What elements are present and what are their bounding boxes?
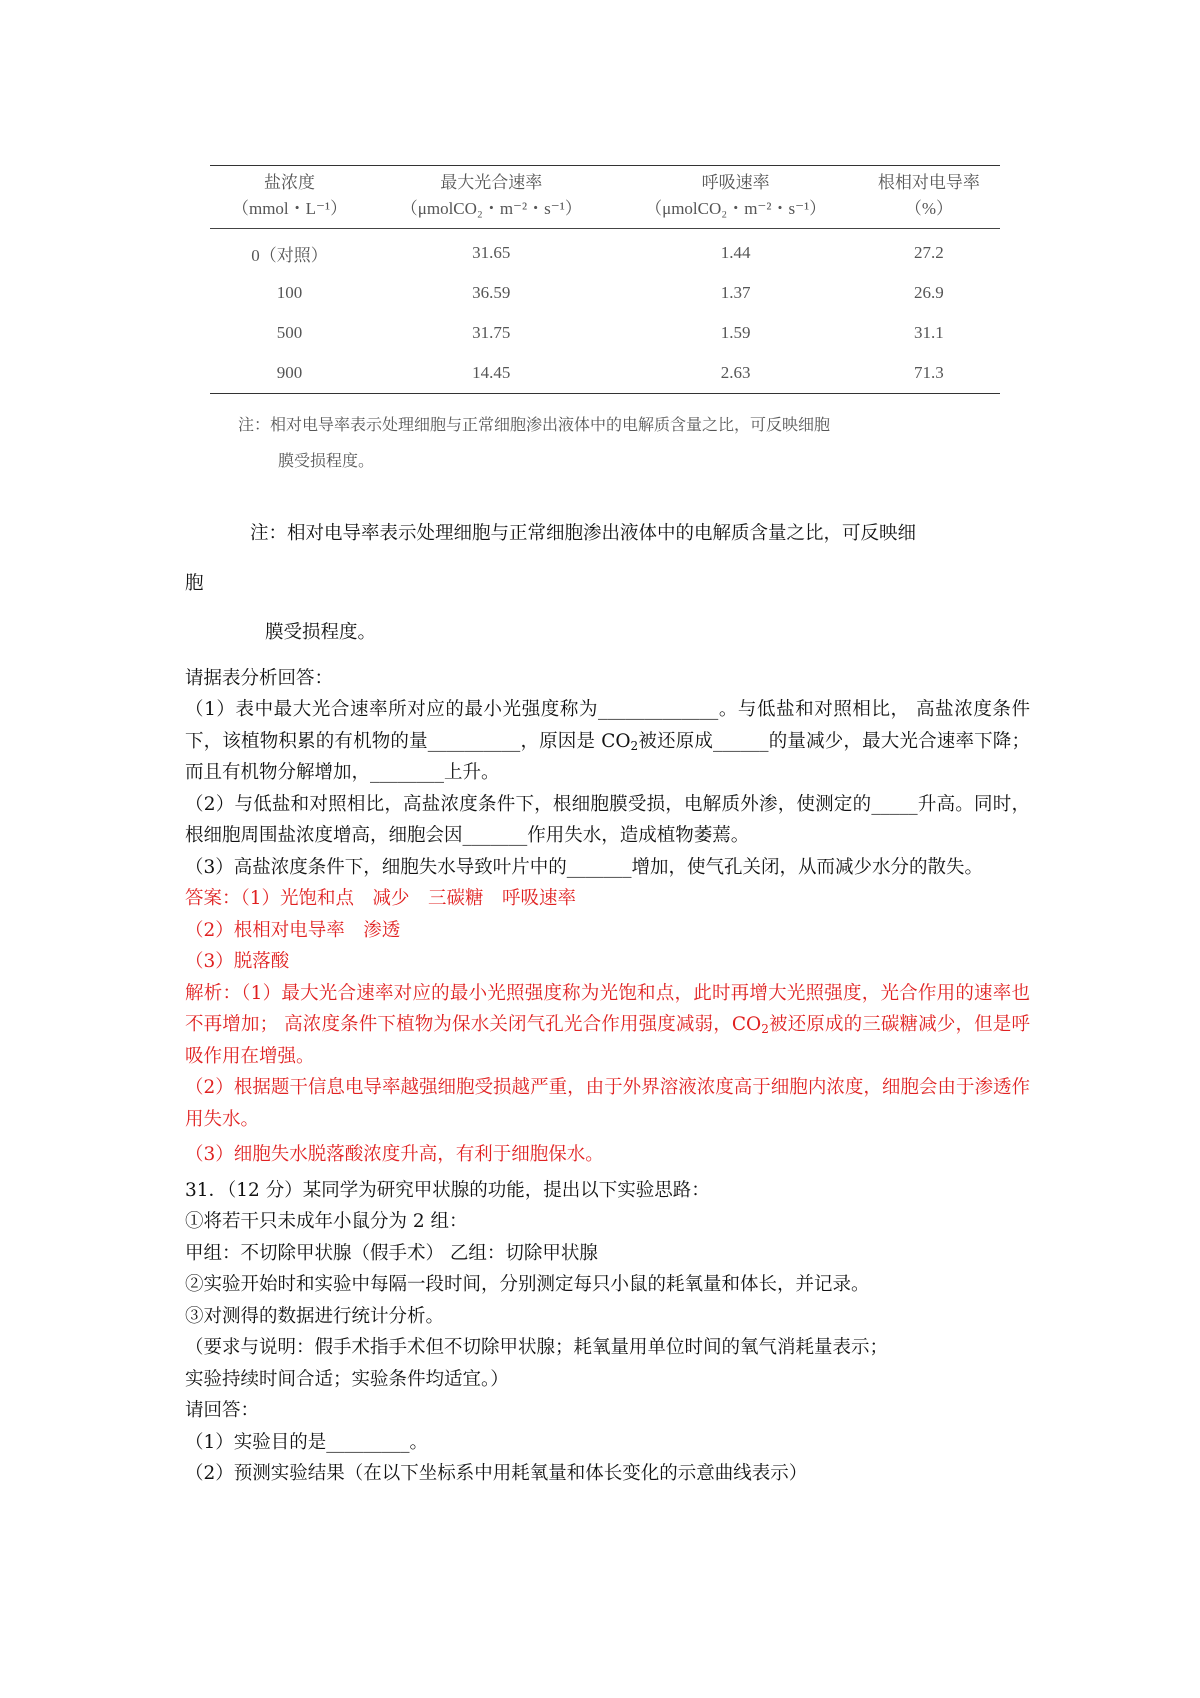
table-row <box>210 313 1000 353</box>
analysis-para2: （2）根据题干信息电导率越强细胞受损越严重，由于外界溶液浓度高于细胞内浓度，细胞会由于渗透作用失水。 <box>185 1077 1030 1130</box>
table-note <box>210 408 1000 480</box>
q31-sub2: （2）预测实验结果（在以下坐标系中用耗氧量和体长变化的示意曲线表示） <box>185 1463 808 1484</box>
table-cell: 31.65 <box>472 243 511 262</box>
table-note-line2: 膜受损程度。 <box>278 453 375 471</box>
table-cell: 900 <box>276 363 303 382</box>
note-block <box>185 518 1030 649</box>
document-body <box>185 518 1030 1490</box>
answer-line3: （3）脱落酸 <box>185 951 290 972</box>
table-cell: 14.45 <box>472 363 511 382</box>
table-figure <box>210 165 1000 480</box>
table-cell: 2.63 <box>720 363 751 382</box>
table-cell: 31.1 <box>914 323 944 342</box>
table-header-cell: 盐浓度 （mmol・L⁻¹） <box>210 166 369 229</box>
q31-step1: ①将若干只未成年小鼠分为 2 组： <box>185 1211 468 1232</box>
table-cell: 1.37 <box>720 283 751 302</box>
table-cell: 31.75 <box>472 323 511 342</box>
table-cell: 1.59 <box>720 323 751 342</box>
table-cell: 500 <box>276 323 303 342</box>
table-cell: 100 <box>276 283 303 302</box>
data-table <box>210 165 1000 394</box>
table-cell: 27.2 <box>914 243 944 262</box>
table-note-line1: 注：相对电导率表示处理细胞与正常细胞渗出液体中的电解质含量之比，可反映细胞 <box>238 417 831 435</box>
q31-sub1: （1）实验目的是_________。 <box>185 1431 429 1453</box>
table-row <box>210 353 1000 394</box>
analysis-para1: 解析：（1）最大光合速率对应的最小光照强度称为光饱和点，此时再增大光照强度，光合作用的速率也不再增加； 高浓度条件下植物为保水关闭气孔光合作用强度减弱，$CO_2$被还原成的三碳糖减少，但是呼吸作用在增强。 <box>185 982 1030 1067</box>
table-header-cell: 最大光合速率 （μmolCO₂・m⁻²・s⁻¹） <box>369 166 613 229</box>
table-cell: 71.3 <box>914 363 944 382</box>
answer-line1: 答案：（1）光饱和点 减少 三碳糖 呼吸速率 <box>185 888 577 909</box>
table-row <box>210 229 1000 274</box>
question-3: （3）高盐浓度条件下，细胞失水导致叶片中的_______增加，使气孔关闭，从而减少水分的散失。 <box>185 856 984 878</box>
analysis-para3: （3）细胞失水脱落酸浓度升高，有利于细胞保水。 <box>185 1144 604 1165</box>
q31-title: 31．（12 分）某同学为研究甲状腺的功能，提出以下实验思路： <box>185 1179 710 1201</box>
q31-step3: ③对测得的数据进行统计分析。 <box>185 1305 445 1327</box>
table-cell: 26.9 <box>914 283 944 302</box>
q31-ask: 请回答： <box>185 1400 260 1421</box>
note-line1: 注：相对电导率表示处理细胞与正常细胞渗出液体中的电解质含量之比，可反映细 <box>250 523 917 544</box>
question-2: （2）与低盐和对照相比，高盐浓度条件下，根细胞膜受损，电解质外渗，使测定的_____升高。同时，根细胞周围盐浓度增高，细胞会因_______作用失水，造成植物萎蔫。 <box>185 793 1030 846</box>
question-1: （1）表中最大光合速率所对应的最小光强度称为_____________。与低盐和对照相比， 高盐浓度条件下，该植物积累的有机物的量__________，原因是 $CO_2$被还原成______的量减少，最大光合速率下降；而且有机物分解增加，________上升。 <box>185 699 1030 783</box>
table-header-cell: 根相对电导率 （%） <box>858 166 1000 229</box>
prompt-text: 请据表分析回答： <box>185 667 334 689</box>
table-cell: 36.59 <box>472 283 511 302</box>
q31-step2: ②实验开始时和实验中每隔一段时间，分别测定每只小鼠的耗氧量和体长，并记录。 <box>185 1274 870 1295</box>
q31-requirement2: 实验持续时间合适；实验条件均适宜。） <box>185 1368 509 1390</box>
note-line2: 胞 <box>185 572 204 594</box>
q31-requirement1: （要求与说明：假手术指手术但不切除甲状腺；耗氧量用单位时间的氧气消耗量表示； <box>185 1337 889 1358</box>
table-row <box>210 273 1000 313</box>
table-cell: 1.44 <box>720 243 751 262</box>
table-header-cell: 呼吸速率 （μmolCO₂・m⁻²・s⁻¹） <box>613 166 857 229</box>
table-header-row <box>210 166 1000 229</box>
q31-groups: 甲组：不切除甲状腺（假手术） 乙组：切除甲状腺 <box>185 1242 598 1264</box>
table-cell: 0（对照） <box>251 245 328 265</box>
note-line3: 膜受损程度。 <box>265 622 377 643</box>
answer-line2: （2）根相对电导率 渗透 <box>185 919 401 941</box>
